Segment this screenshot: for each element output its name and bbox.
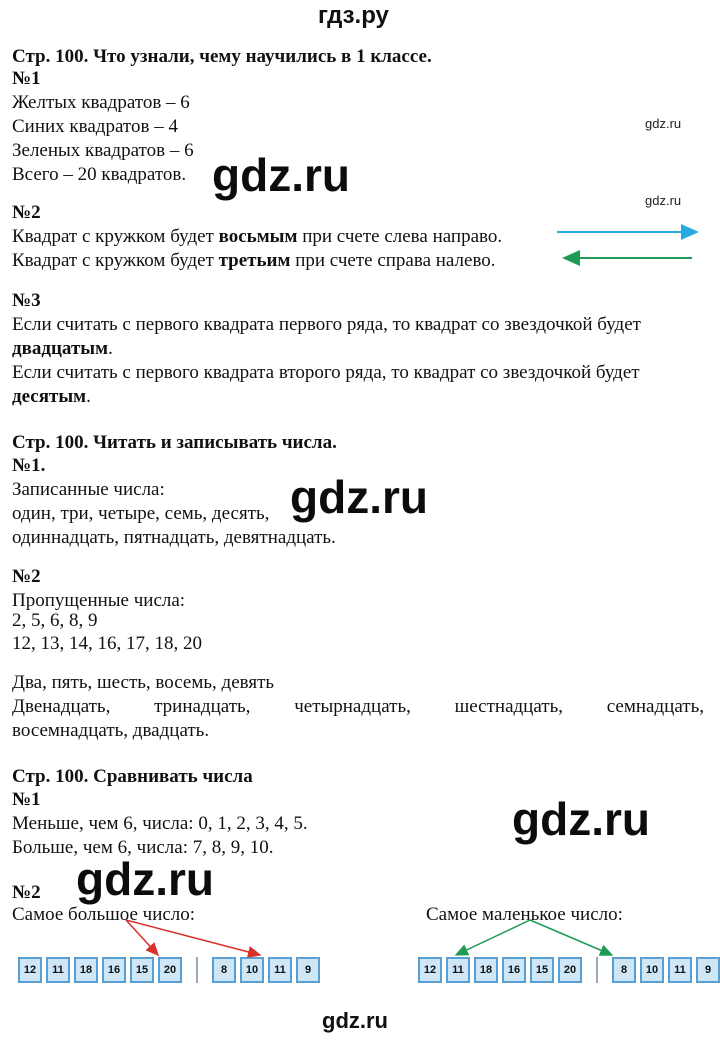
yellow-count: Желтых квадратов – 6 xyxy=(12,92,190,113)
watermark-small: gdz.ru xyxy=(645,193,682,208)
q3-line2: Если считать с первого квадрата второго ряда, то квадрат со звездочкой будет xyxy=(12,362,640,383)
written-list-1: один, три, четыре, семь, десять, xyxy=(12,503,270,524)
position-right-to-left: Квадрат с кружком будет третьим при счете справа налево. xyxy=(12,250,496,271)
total-count: Всего – 20 квадратов. xyxy=(12,164,187,185)
s2-task1-number: №1. xyxy=(12,455,46,476)
number-card: 20 xyxy=(158,957,182,983)
missing-label: Пропущенные числа: xyxy=(12,590,186,611)
written-label: Записанные числа: xyxy=(12,479,165,500)
s3-task2-number: №2 xyxy=(12,882,41,903)
watermark-small: gdz.ru xyxy=(645,116,682,131)
arrow-to-largest-icon xyxy=(126,920,158,955)
number-card: 11 xyxy=(446,957,470,983)
q3-line1: Если считать с первого квадрата первого ряда, то квадрат со звездочкой будет xyxy=(12,314,641,335)
number-card: 15 xyxy=(130,957,154,983)
missing-words-3: восемнадцать, двадцать. xyxy=(12,720,210,741)
arrow-to-smallest-icon xyxy=(530,920,612,955)
green-count: Зеленых квадратов – 6 xyxy=(12,140,194,161)
number-card: 16 xyxy=(102,957,126,983)
watermark-big: gdz.ru xyxy=(76,853,214,905)
watermark-big: gdz.ru xyxy=(212,149,350,201)
missing-words-2: Двенадцать, тринадцать, четырнадцать, шестнадцать, семнадцать, xyxy=(12,696,704,717)
greater-than-six: Больше, чем 6, числа: 7, 8, 9, 10. xyxy=(12,837,274,858)
written-list-2: одиннадцать, пятнадцать, девятнадцать. xyxy=(12,527,336,548)
missing-numbers-1: 2, 5, 6, 8, 9 xyxy=(12,610,98,631)
number-card: 10 xyxy=(240,957,264,983)
number-card: 15 xyxy=(530,957,554,983)
number-card: 16 xyxy=(502,957,526,983)
position-left-to-right: Квадрат с кружком будет восьмым при счете слева направо. xyxy=(12,226,503,247)
number-card: 18 xyxy=(474,957,498,983)
site-header: гдз.ру xyxy=(318,2,389,29)
number-card: 9 xyxy=(296,957,320,983)
number-card: 8 xyxy=(612,957,636,983)
number-card: 12 xyxy=(18,957,42,983)
missing-words-1: Два, пять, шесть, восемь, девять xyxy=(12,672,275,693)
number-card: 11 xyxy=(668,957,692,983)
arrow-to-smallest-icon xyxy=(456,920,530,955)
missing-numbers-2: 12, 13, 14, 16, 17, 18, 20 xyxy=(12,633,202,654)
number-card: 20 xyxy=(558,957,582,983)
largest-label: Самое большое число: xyxy=(12,904,196,925)
section3-title: Стр. 100. Сравнивать числа xyxy=(12,766,253,787)
watermark-bottom: gdz.ru xyxy=(322,1008,388,1033)
number-card: 8 xyxy=(212,957,236,983)
number-card: 12 xyxy=(418,957,442,983)
s2-task2-number: №2 xyxy=(12,566,41,587)
number-card: 10 xyxy=(640,957,664,983)
watermark-big: gdz.ru xyxy=(290,471,428,523)
blue-count: Синих квадратов – 4 xyxy=(12,116,178,137)
less-than-six: Меньше, чем 6, числа: 0, 1, 2, 3, 4, 5. xyxy=(12,813,308,834)
s1-task2-number: №2 xyxy=(12,202,41,223)
section1-title: Стр. 100. Что узнали, чему научились в 1 классе. xyxy=(12,46,432,67)
q3-answer2: десятым. xyxy=(12,386,91,407)
arrow-to-largest-icon xyxy=(126,920,260,955)
section2-title: Стр. 100. Читать и записывать числа. xyxy=(12,432,337,453)
number-card: 11 xyxy=(46,957,70,983)
number-card: 9 xyxy=(696,957,720,983)
number-card: 11 xyxy=(268,957,292,983)
s3-task1-number: №1 xyxy=(12,789,41,810)
q3-answer1: двадцатым. xyxy=(12,338,113,359)
s1-task3-number: №3 xyxy=(12,290,41,311)
number-card: 18 xyxy=(74,957,98,983)
smallest-label: Самое маленькое число: xyxy=(426,904,623,925)
watermark-big: gdz.ru xyxy=(512,793,650,845)
s1-task1-number: №1 xyxy=(12,68,41,89)
